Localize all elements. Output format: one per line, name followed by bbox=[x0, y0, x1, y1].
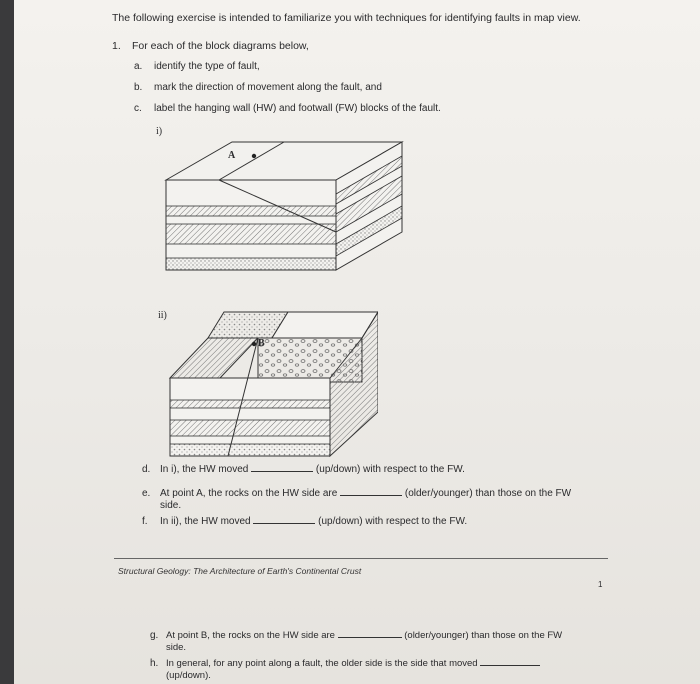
item-d-answer-blank[interactable] bbox=[251, 471, 313, 472]
intro-text: The following exercise is intended to familiarize you with techniques for identifying faults in map view. bbox=[112, 12, 581, 24]
item-e-prompt: At point A, the rocks on the HW side are bbox=[160, 488, 338, 499]
point-a-label: A bbox=[228, 150, 236, 161]
item-g-line bbox=[166, 630, 562, 641]
question-number: 1. bbox=[112, 40, 121, 52]
task-c-text: label the hanging wall (HW) and footwall (FW) blocks of the fault. bbox=[154, 103, 441, 114]
point-b-label: B bbox=[258, 338, 265, 349]
item-d-letter: d. bbox=[142, 464, 151, 475]
item-e-letter: e. bbox=[142, 488, 151, 499]
task-b-text: mark the direction of movement along the fault, and bbox=[154, 82, 382, 93]
item-f-answer-blank[interactable] bbox=[253, 523, 315, 524]
item-h-answer-blank[interactable] bbox=[480, 665, 540, 666]
task-c-letter: c. bbox=[134, 103, 142, 114]
task-a-text: identify the type of fault, bbox=[154, 61, 260, 72]
item-g-choices: (older/younger) than those on the FW bbox=[404, 630, 563, 641]
figure-2-block-diagram bbox=[168, 308, 378, 458]
footer-rule bbox=[114, 558, 608, 559]
item-h-line bbox=[166, 658, 540, 669]
page-number: 1 bbox=[598, 580, 603, 589]
item-h-prompt: In general, for any point along a fault, the older side is the side that moved bbox=[166, 658, 478, 669]
item-f-letter: f. bbox=[142, 516, 148, 527]
question-text: For each of the block diagrams below, bbox=[132, 40, 309, 52]
item-d-line bbox=[160, 464, 465, 475]
footer-book-title: Structural Geology: The Architecture of Earth's Continental Crust bbox=[118, 566, 362, 576]
task-b-letter: b. bbox=[134, 82, 143, 93]
item-f-prompt: In ii), the HW moved bbox=[160, 516, 251, 527]
item-e-answer-blank[interactable] bbox=[340, 495, 402, 496]
item-h-continuation: (up/down). bbox=[166, 670, 211, 681]
item-h-letter: h. bbox=[150, 658, 159, 669]
worksheet-page bbox=[14, 0, 700, 684]
item-d-prompt: In i), the HW moved bbox=[160, 464, 249, 475]
item-g-prompt: At point B, the rocks on the HW side are bbox=[166, 630, 335, 641]
item-e-line bbox=[160, 488, 571, 499]
task-a-letter: a. bbox=[134, 61, 143, 72]
figure-2-label: ii) bbox=[158, 310, 167, 321]
item-f-choices: (up/down) with respect to the FW. bbox=[318, 516, 468, 527]
item-e-continuation: side. bbox=[160, 500, 182, 511]
item-g-continuation: side. bbox=[166, 642, 187, 653]
item-f-line bbox=[160, 516, 467, 527]
item-g-letter: g. bbox=[150, 630, 159, 641]
figure-1-block-diagram bbox=[164, 140, 404, 274]
item-e-choices: (older/younger) than those on the FW bbox=[404, 488, 572, 499]
item-g-answer-blank[interactable] bbox=[338, 637, 402, 638]
figure-1-label: i) bbox=[156, 126, 163, 137]
item-d-choices: (up/down) with respect to the FW. bbox=[315, 464, 465, 475]
